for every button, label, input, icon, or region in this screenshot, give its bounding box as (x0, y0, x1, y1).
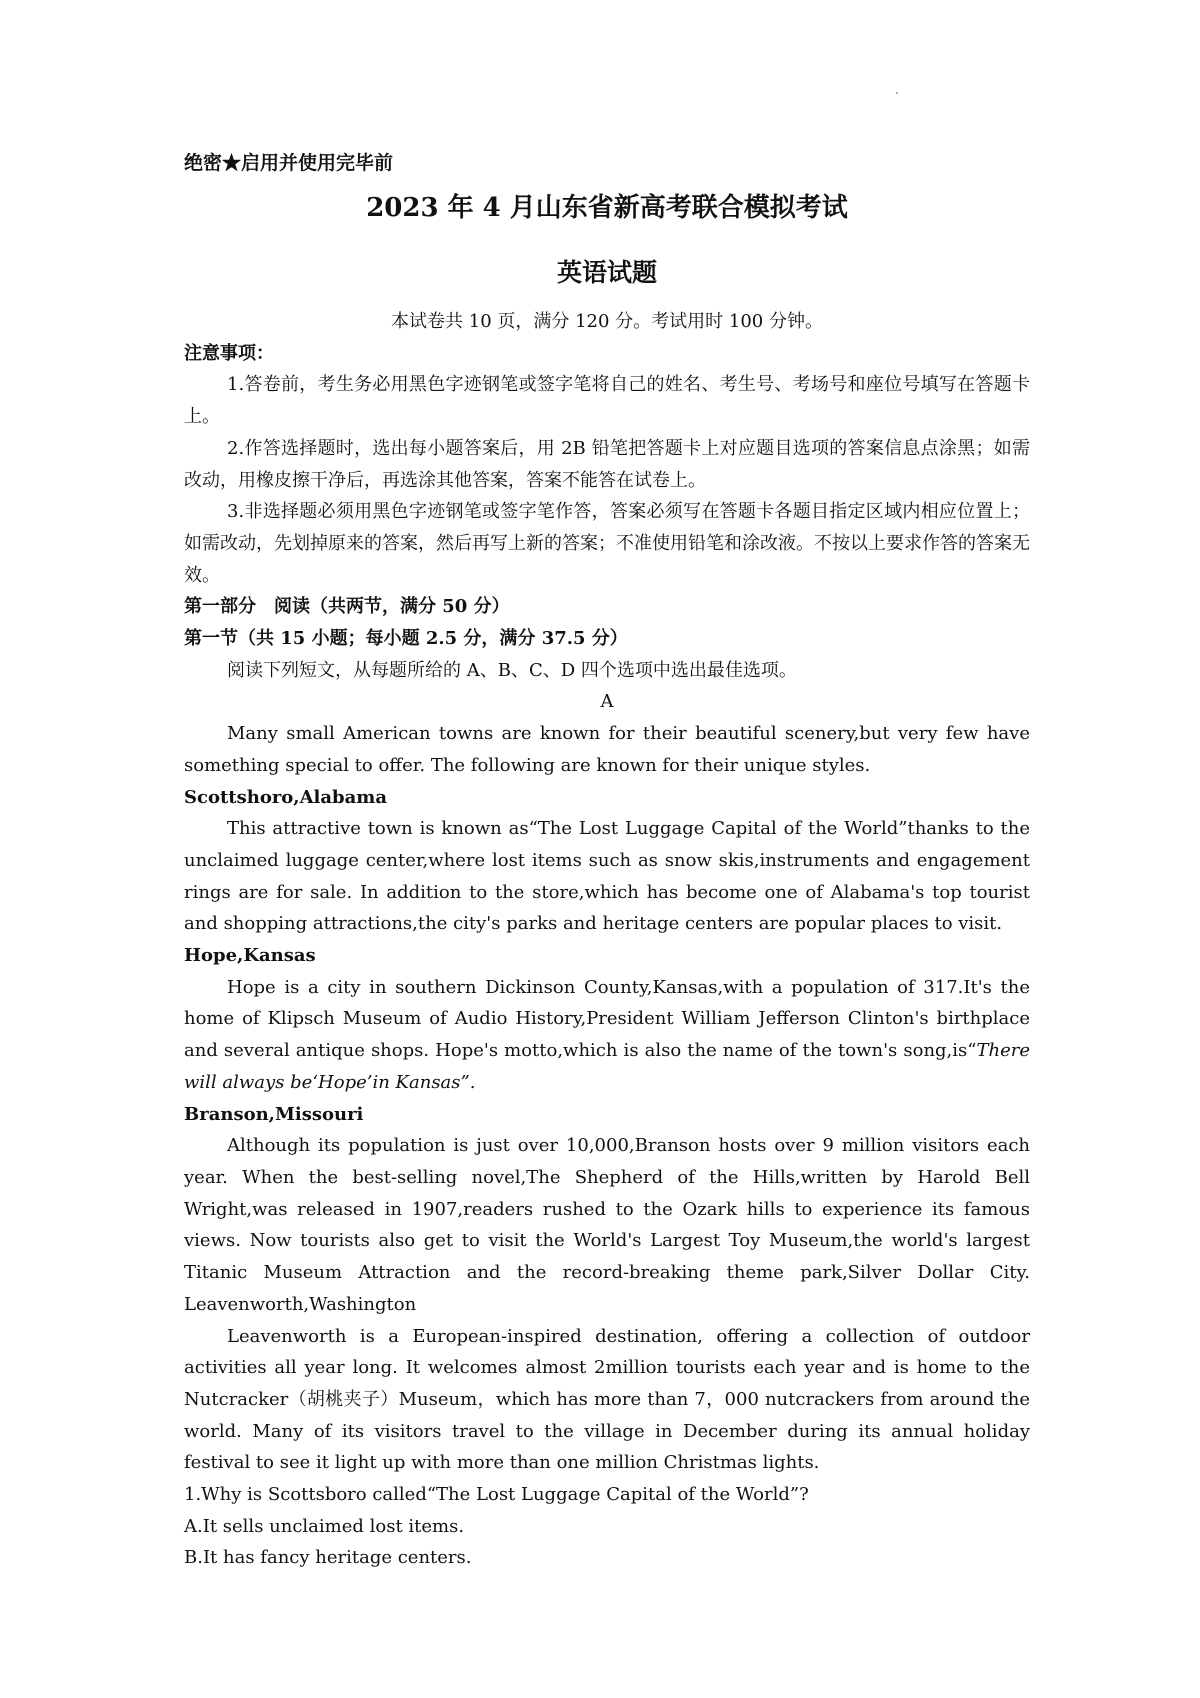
scottsboro-heading: Scottshoro,Alabama (184, 786, 388, 808)
scottsboro-paragraph: This attractive town is known as“The Lost Luggage Capital of the World”thanks to the unclaimed luggage center,where lost items such as snow skis,instruments and engagement rings are for sale. In addition to the store,which has become one of Alabama's top tourist and shopping attractions,the city's parks and heritage centers are popular places to visit. (184, 818, 1030, 935)
notice-item-1: 1.答卷前，考生务必用黑色字迹钢笔或签字笔将自己的姓名、考生号、考场号和座位号填写在答题卡上。 (184, 374, 1030, 428)
branson-paragraph: Although its population is just over 10,000,Branson hosts over 9 million visitors each year. When the best-selling novel,The Shepherd of the Hills,written by Harold Bell Wright,was released in 1907,readers rushed to the Ozark hills to experience its famous views. Now tourists also get to visit the World's Largest Toy Museum,the world's largest Titanic Museum Attraction and the record-breaking theme park,Silver Dollar City. Leavenworth,Washington (184, 1135, 1030, 1315)
hope-paragraph (184, 972, 1030, 1099)
confidential-label: 绝密★启用并使用完毕前 (184, 152, 394, 174)
passage-intro: Many small American towns are known for their beautiful scenery,but very few have something special to offer. The following are known for their unique styles. (184, 723, 1030, 776)
reading-instruction: 阅读下列短文，从每题所给的 A、B、C、D 四个选项中选出最佳选项。 (227, 659, 797, 681)
notice-item-3: 3.非选择题必须用黑色字迹钢笔或签字笔作答，答案必须写在答题卡各题目指定区域内相应位置上；如需改动，先划掉原来的答案，然后再写上新的答案；不准使用铅笔和涂改液。不按以上要求作答的答案无效。 (184, 501, 1030, 586)
exam-info: 本试卷共 10 页，满分 120 分。考试用时 100 分钟。 (391, 311, 823, 332)
question-1-option-b: B.It has fancy heritage centers. (184, 1547, 472, 1569)
hope-motto: There will always be‘Hope’in Kansas”. (184, 1040, 1030, 1093)
hope-text: Hope is a city in southern Dickinson County,Kansas,with a population of 317.It's the home of Klipsch Museum of Audio History,President William Jefferson Clinton's birthplace and several antique shops. Hope's motto,which is also the name of the town's song,is“ (184, 976, 1030, 1062)
exam-title: 2023 年 4 月山东省新高考联合模拟考试 (366, 193, 848, 223)
question-1-stem: 1.Why is Scottsboro called“The Lost Luggage Capital of the World”? (184, 1484, 809, 1506)
hope-heading: Hope,Kansas (184, 945, 316, 967)
scan-dot (896, 92, 898, 94)
part1-heading: 第一部分 阅读（共两节，满分 50 分） (184, 596, 510, 618)
notice-heading: 注意事项： (184, 342, 274, 364)
leavenworth-paragraph: Leavenworth is a European-inspired destination, offering a collection of outdoor activities all year long. It welcomes almost 2million tourists each year and is home to the Nutcracker（胡桃夹子）Museum，which has more than 7，000 nutcrackers from around the world. Many of its visitors travel to the village in December during its annual holiday festival to see it light up with more than one million Christmas lights. (184, 1325, 1030, 1474)
section1-heading: 第一节（共 15 小题；每小题 2.5 分，满分 37.5 分） (184, 628, 628, 650)
subject-title: 英语试题 (556, 258, 657, 287)
exam-body (184, 306, 1030, 1574)
passage-label: A (600, 691, 614, 713)
branson-heading: Branson,Missouri (184, 1103, 364, 1125)
notice-item-2: 2.作答选择题时，选出每小题答案后，用 2B 铅笔把答题卡上对应题目选项的答案信息点涂黑；如需改动，用橡皮擦干净后，再选涂其他答案，答案不能答在试卷上。 (184, 437, 1030, 491)
question-1-option-a: A.It sells unclaimed lost items. (184, 1515, 465, 1537)
